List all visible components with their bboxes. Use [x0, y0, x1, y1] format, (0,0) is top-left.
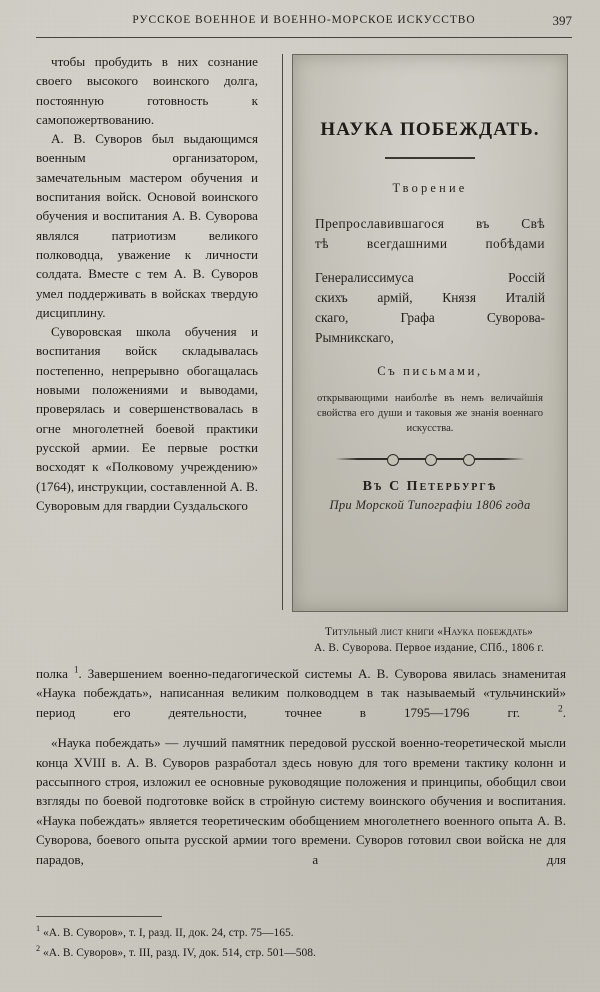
facsimile-line: Препрославившагося въ Свѣ — [315, 216, 545, 231]
facsimile-title: НАУКА ПОБЕЖДАТЬ. — [320, 119, 540, 140]
left-text-column — [36, 52, 258, 515]
facsimile-line: Рымникскаго, — [315, 330, 394, 345]
paragraph: полка $^1$. Завершением военно-педагогической системы А. В. Суворова явилась знаменитая «Наука побеждать», написанная великим полководцем в так называемый «тульчинский» период его деятельности, точнее в 1795—1796 гг. $^2$. — [36, 665, 566, 720]
facsimile-press: При Морской Типографіи 1806 года — [329, 497, 531, 512]
facsimile-line: скаго, Графа Суворова- — [315, 310, 545, 325]
footnote-item: $^2$ «А. В. Суворов», т. III, разд. IV, док. 514, стр. 501—508. — [36, 943, 316, 959]
facsimile-subtitle-text: открывающими наиболѣе въ немъ величайшія свойства его души и таковыя же знанія военнаго искусства. — [317, 393, 543, 435]
page-number: 397 — [552, 13, 572, 28]
facsimile-line: Генералиссимуса Россій — [315, 270, 545, 285]
facsimile-rule — [385, 157, 475, 159]
two-column-zone — [36, 52, 566, 662]
ornament-divider — [335, 453, 525, 465]
caption-line-1: Титульный лист книги «Наука побеждать» — [324, 626, 533, 638]
footnote-rule — [36, 916, 162, 917]
paragraph: чтобы пробудить в них сознание своего высокого воинского долга, постоянную готовность к самопожертвованию. — [36, 54, 258, 127]
paragraph: «Наука побеждать» — лучший памятник передовой русской военно-теоретической мысли конца XVIII в. А. В. Суворов разработал здесь новую для того времени тактику колонн и рассыпного строя, изложил ее основные руководящие положения и принципы, обобщил свои взгляды по боевой подготовке войск в стройную систему воинского обучения и воспитания. «Наука побеждать» является теоретическим обобщением многолетнего военного опыта А. В. Суворова, боевого опыта русской армии того времени. Суворов готовил свои войска не для парадов, а для — [36, 735, 566, 867]
footnotes — [36, 925, 456, 964]
running-head — [36, 14, 572, 36]
caption-line-2: А. В. Суворова. Первое издание, СПб., 1806 г. — [314, 642, 544, 655]
paragraph: Суворовская школа обучения и воспитания войск складывалась постепенно, непрерывно обогащалась новыми положениями и выводами, проверялась и совершенствовалась в огне многолетней боевой практики русской армии. Ее первые ростки восходят к «Полковому учреждению» (1764), инструкции, составленной А. В. Суворовым для гвардии Суздальского — [36, 324, 258, 513]
full-width-text — [36, 664, 566, 869]
facsimile-line: тѣ всегдашними побѣдами — [315, 236, 545, 251]
facsimile-city: Въ С Петербургѣ — [362, 478, 498, 494]
column-divider-rule — [282, 54, 283, 610]
paragraph: А. В. Суворов был выдающимся военным организатором, замечательным мастером обучения и воспитания войск. Основой воинского обучения и воспитания А. В. Суворова являлся патриотизм великого полководца, уважение к личности солдата. Вместе с тем А. В. Суворов умел поддерживать в войсках твердую дисциплину. — [36, 131, 258, 320]
facsimile-with-letters: Съ письмами, — [377, 364, 483, 378]
running-head-title: РУССКОЕ ВОЕННОЕ И ВОЕННО-МОРСКОЕ ИСКУССТВО — [132, 14, 476, 26]
facsimile-line-block-2 — [309, 268, 551, 348]
footnote-item: $^1$ «А. В. Суворов», т. I, разд. II, док. 24, стр. 75—165. — [36, 924, 294, 939]
facsimile-line: скихъ армій, Князя Италій — [315, 290, 545, 305]
header-rule — [36, 37, 572, 38]
figure-caption — [292, 624, 566, 657]
facsimile-title-page-image — [292, 54, 568, 612]
facsimile-tvorenie: Творение — [392, 181, 468, 195]
facsimile-line-block-1 — [309, 214, 551, 254]
